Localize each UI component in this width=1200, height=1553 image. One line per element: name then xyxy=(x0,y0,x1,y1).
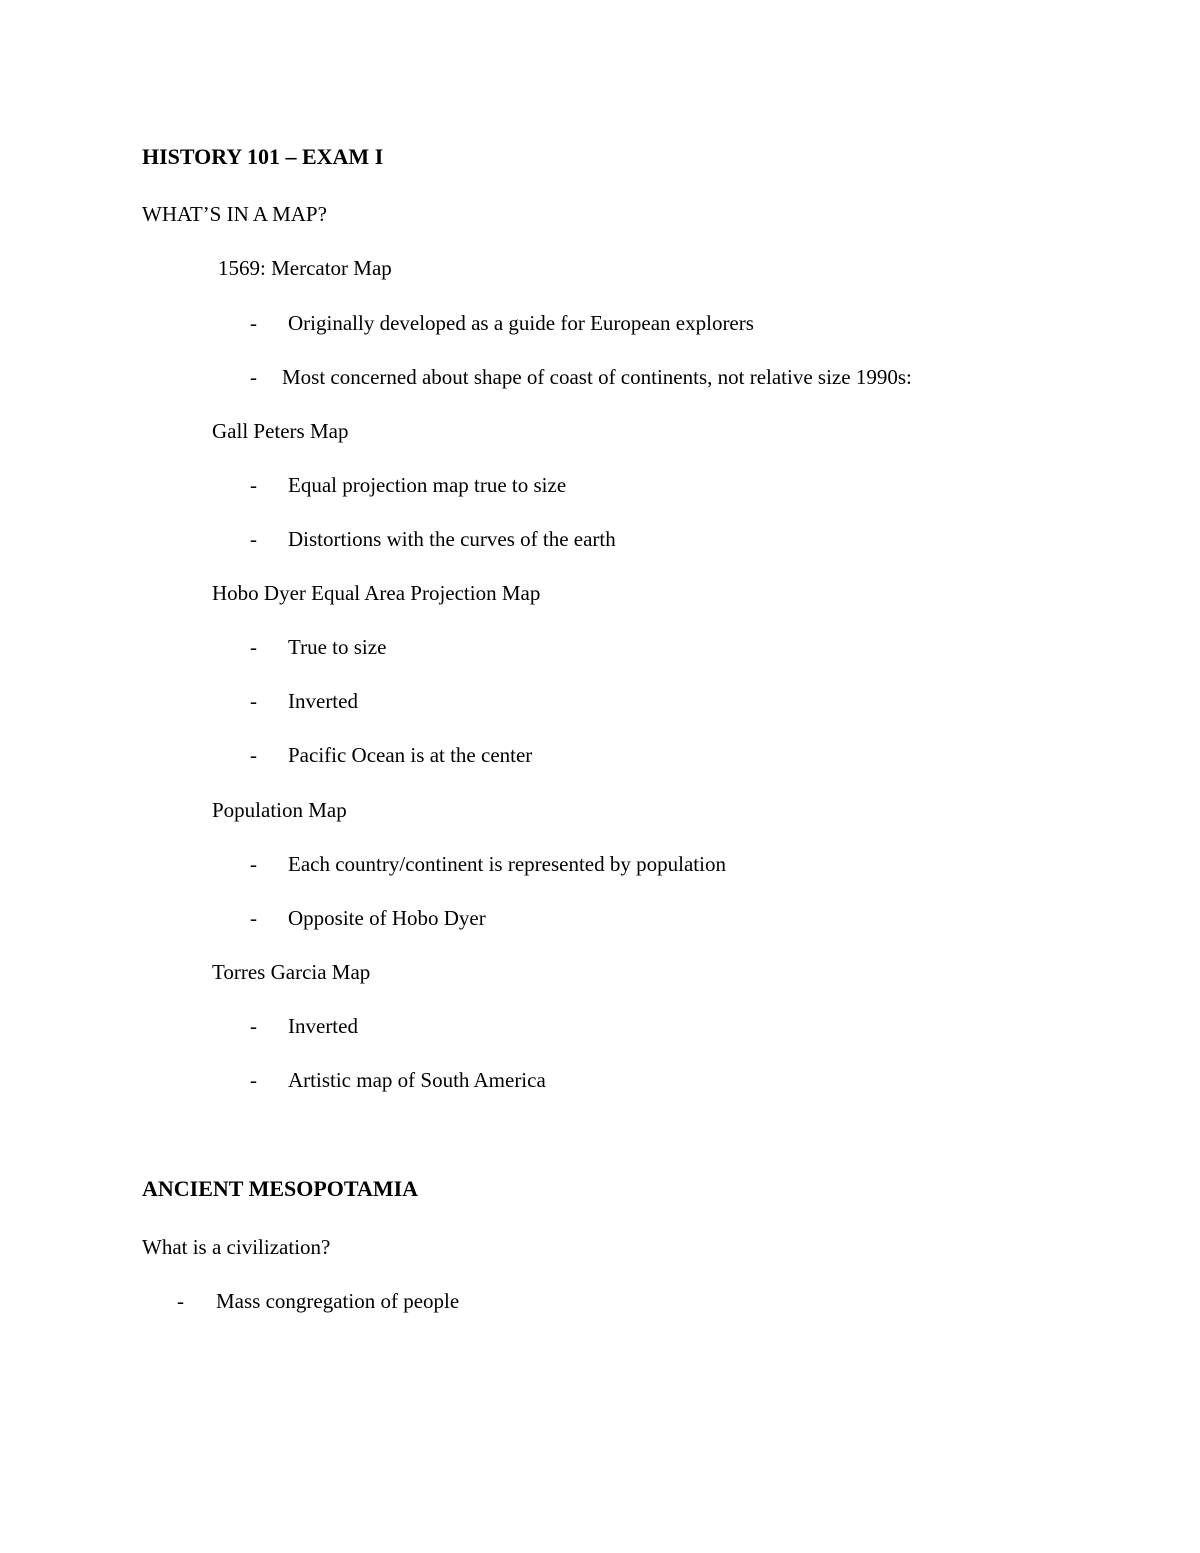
bullet-dash: - xyxy=(250,635,257,659)
bullet-dash: - xyxy=(250,852,257,876)
list-item: Inverted xyxy=(288,1014,358,1038)
list-item: Opposite of Hobo Dyer xyxy=(288,906,486,930)
bullet-dash: - xyxy=(250,689,257,713)
list-item: Originally developed as a guide for European explorers xyxy=(288,311,754,335)
bullet-dash: - xyxy=(250,365,257,389)
list-item: Distortions with the curves of the earth xyxy=(288,527,616,551)
bullet-dash: - xyxy=(250,311,257,335)
map-label-gall-peters: Gall Peters Map xyxy=(212,419,349,443)
map-label-population: Population Map xyxy=(212,798,347,822)
list-item: Inverted xyxy=(288,689,358,713)
bullet-dash: - xyxy=(250,743,257,767)
bullet-dash: - xyxy=(250,906,257,930)
bullet-dash: - xyxy=(250,527,257,551)
list-item: Pacific Ocean is at the center xyxy=(288,743,533,767)
map-label-mercator: 1569: Mercator Map xyxy=(218,256,392,280)
bullet-dash: - xyxy=(250,1068,257,1092)
section-question: What is a civilization? xyxy=(142,1235,331,1259)
list-item: Equal projection map true to size xyxy=(288,473,567,497)
list-item: Most concerned about shape of coast of continents, not relative size 1990s: xyxy=(282,365,912,389)
bullet-dash: - xyxy=(177,1289,184,1313)
list-item: Mass congregation of people xyxy=(216,1289,460,1313)
document-title: HISTORY 101 – EXAM I xyxy=(142,144,384,169)
list-item: Each country/continent is represented by population xyxy=(288,852,726,876)
bullet-dash: - xyxy=(250,473,257,497)
section-heading-mesopotamia: ANCIENT MESOPOTAMIA xyxy=(142,1176,419,1201)
bullet-dash: - xyxy=(250,1014,257,1038)
map-label-torres-garcia: Torres Garcia Map xyxy=(212,960,371,984)
list-item: Artistic map of South America xyxy=(288,1068,546,1092)
map-label-hobo-dyer: Hobo Dyer Equal Area Projection Map xyxy=(212,581,541,605)
list-item: True to size xyxy=(288,635,387,659)
section-heading-maps: WHAT’S IN A MAP? xyxy=(142,202,327,226)
